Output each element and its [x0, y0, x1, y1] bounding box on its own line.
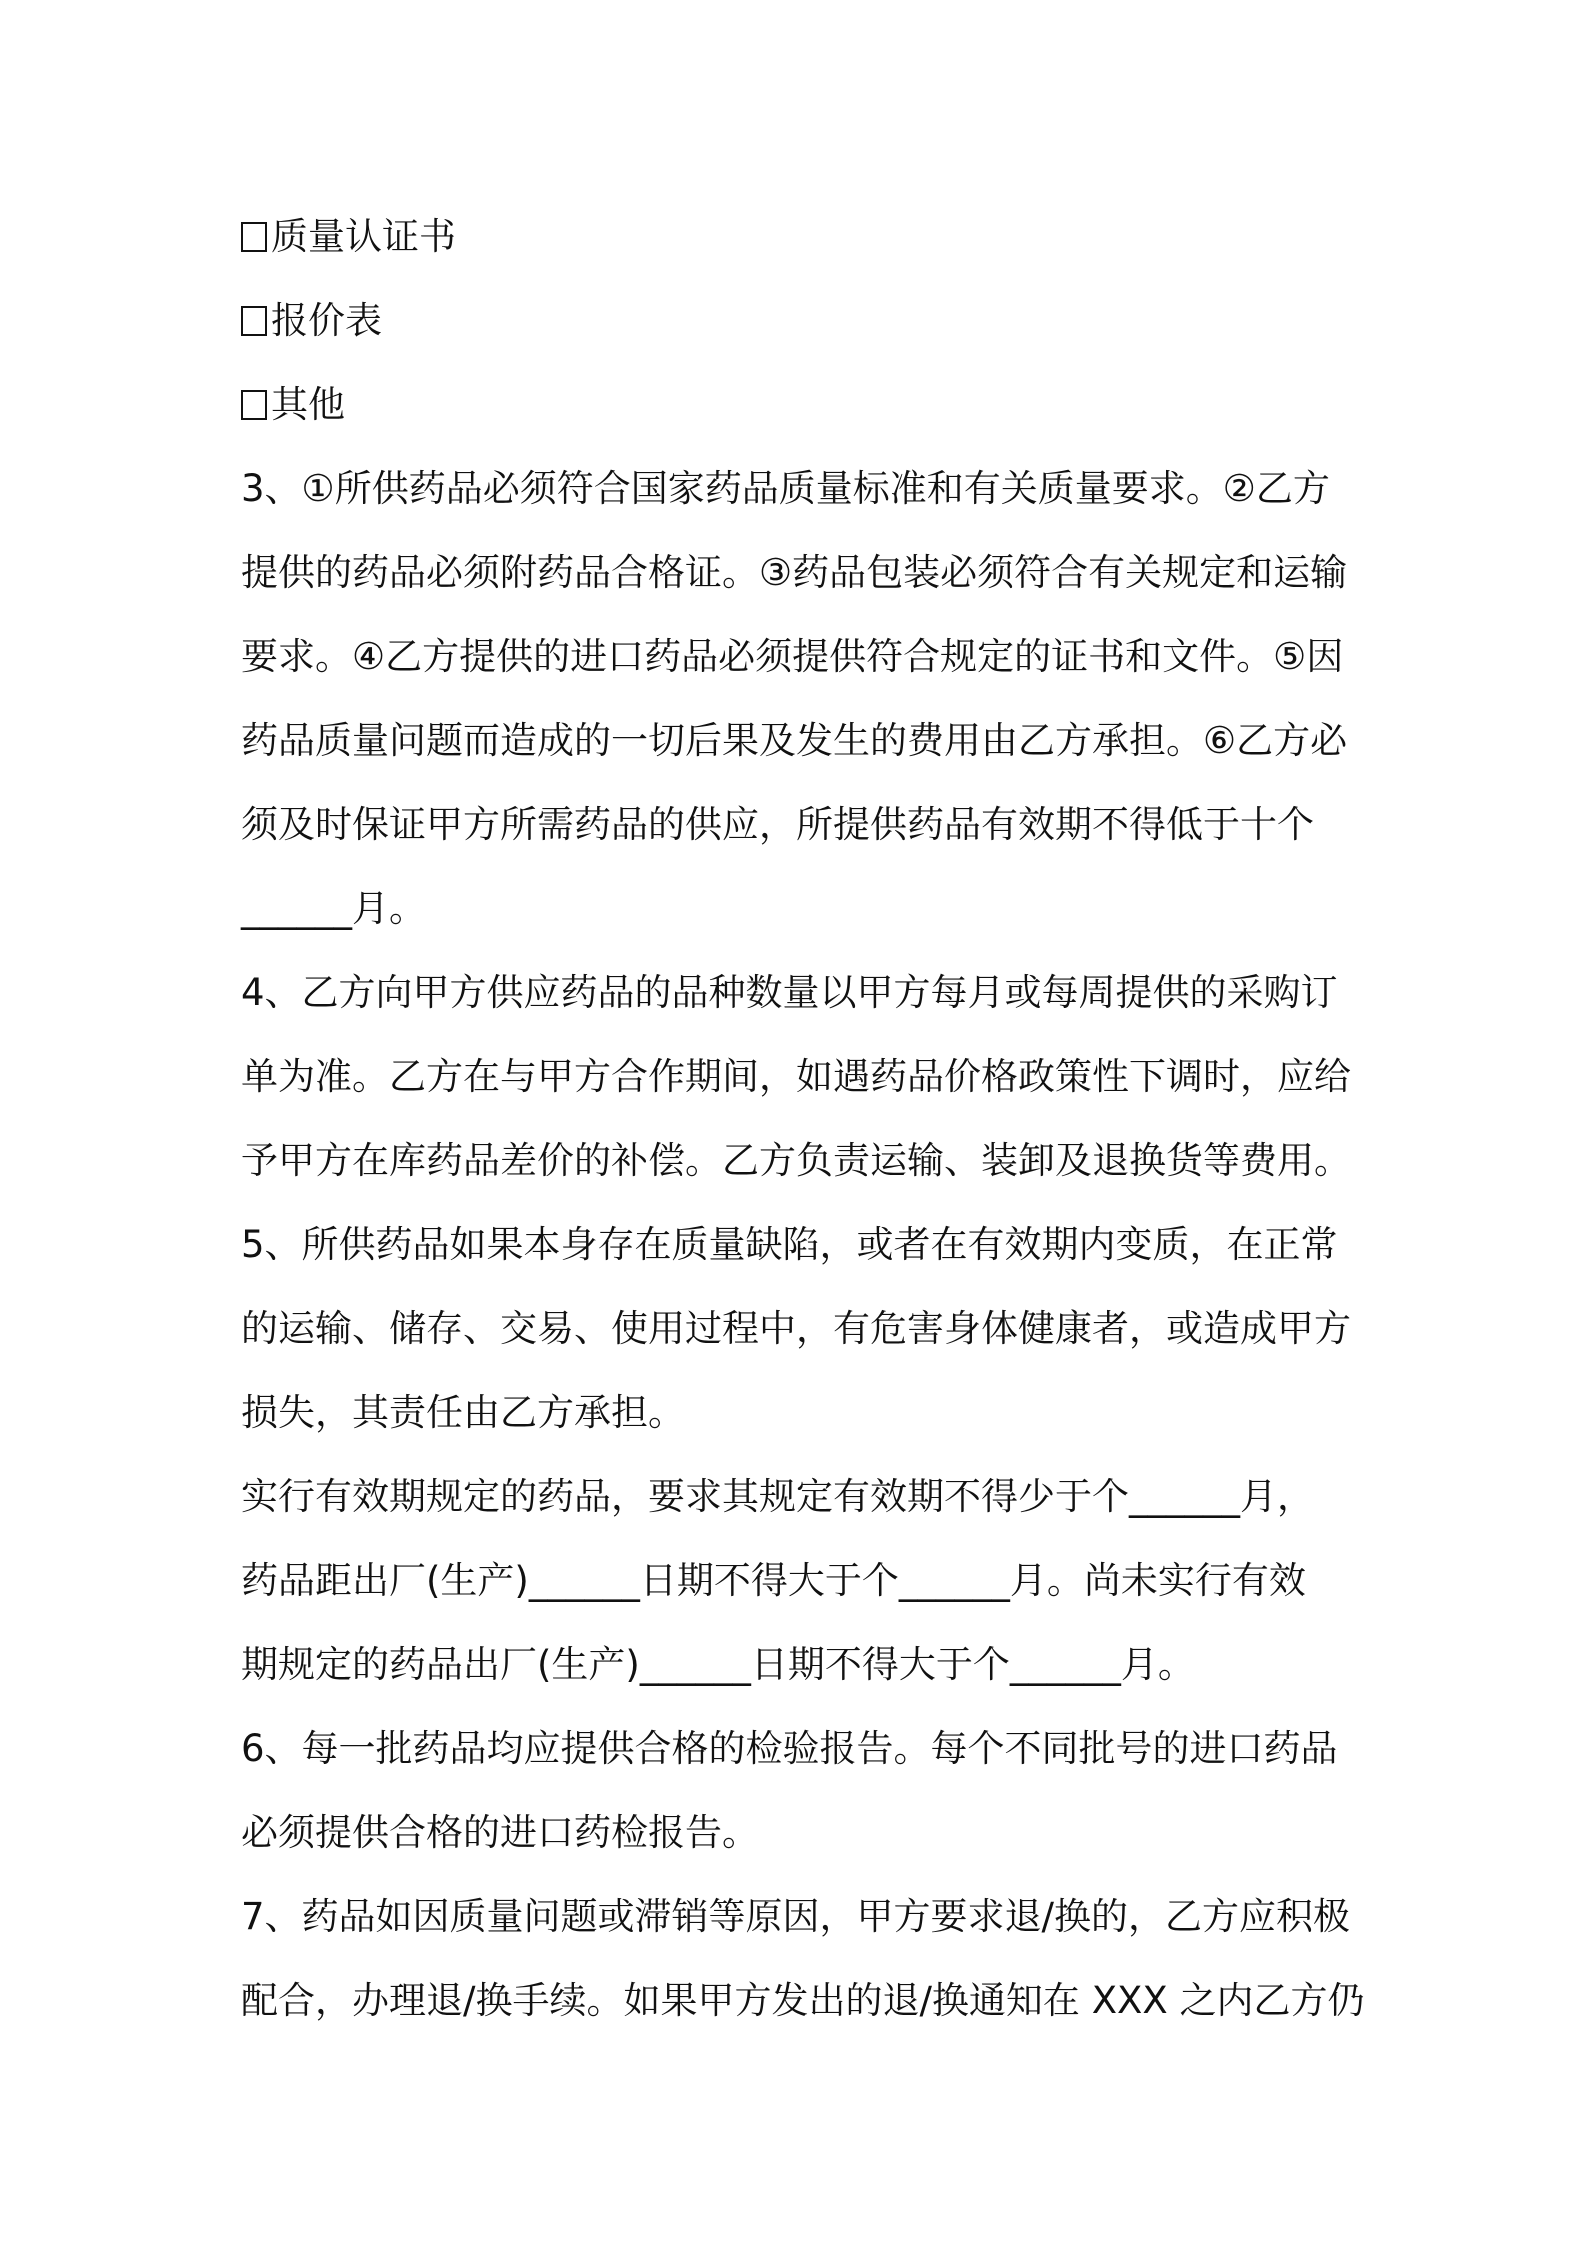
- checkbox-item-quality-cert: [241, 195, 1359, 279]
- text-line: 的运输、储存、交易、使用过程中，有危害身体健康者，或造成甲方: [241, 1307, 1351, 1350]
- text-line: 单为准。乙方在与甲方合作期间，如遇药品价格政策性下调时，应给: [241, 1055, 1351, 1098]
- text-line: 提供的药品必须附药品合格证。③药品包装必须符合有关规定和运输: [241, 551, 1348, 594]
- text-line: 5、所供药品如果本身存在质量缺陷，或者在有效期内变质，在正常: [241, 1223, 1338, 1266]
- text-line: 3、①所供药品必须符合国家药品质量标准和有关质量要求。②乙方: [241, 467, 1330, 510]
- text-line: 须及时保证甲方所需药品的供应，所提供药品有效期不得低于十个: [241, 803, 1314, 846]
- checkbox-item-quotation: [241, 279, 1359, 363]
- text-line: 实行有效期规定的药品，要求其规定有效期不得少于个______月，: [241, 1475, 1314, 1518]
- text-line: 损失，其责任由乙方承担。: [241, 1391, 685, 1434]
- text-line: 配合，办理退/换手续。如果甲方发出的退/换通知在 XXX 之内乙方仍: [241, 1979, 1365, 2022]
- text-line: ______月。: [241, 887, 426, 930]
- checkbox-icon: [241, 222, 267, 252]
- checkbox-label: 质量认证书: [271, 215, 456, 258]
- checkbox-item-other: [241, 363, 1359, 447]
- text-line: 药品距出厂(生产)______日期不得大于个______月。尚未实行有效: [241, 1559, 1306, 1602]
- checkbox-label: 其他: [271, 383, 345, 426]
- text-line: 7、药品如因质量问题或滞销等原因，甲方要求退/换的，乙方应积极: [241, 1895, 1351, 1938]
- text-line: 4、乙方向甲方供应药品的品种数量以甲方每月或每周提供的采购订: [241, 971, 1338, 1014]
- text-line: 必须提供合格的进口药检报告。: [241, 1811, 759, 1854]
- checkbox-icon: [241, 306, 267, 336]
- text-line: 要求。④乙方提供的进口药品必须提供符合规定的证书和文件。⑤因: [241, 635, 1344, 678]
- checkbox-label: 报价表: [271, 299, 382, 342]
- text-line: 期规定的药品出厂(生产)______日期不得大于个______月。: [241, 1643, 1195, 1686]
- text-line: 药品质量问题而造成的一切后果及发生的费用由乙方承担。⑥乙方必: [241, 719, 1348, 762]
- document-page: [241, 195, 1365, 2043]
- checkbox-icon: [241, 390, 267, 420]
- text-line: 6、每一批药品均应提供合格的检验报告。每个不同批号的进口药品: [241, 1727, 1338, 1770]
- text-line: 予甲方在库药品差价的补偿。乙方负责运输、装卸及退换货等费用。: [241, 1139, 1351, 1182]
